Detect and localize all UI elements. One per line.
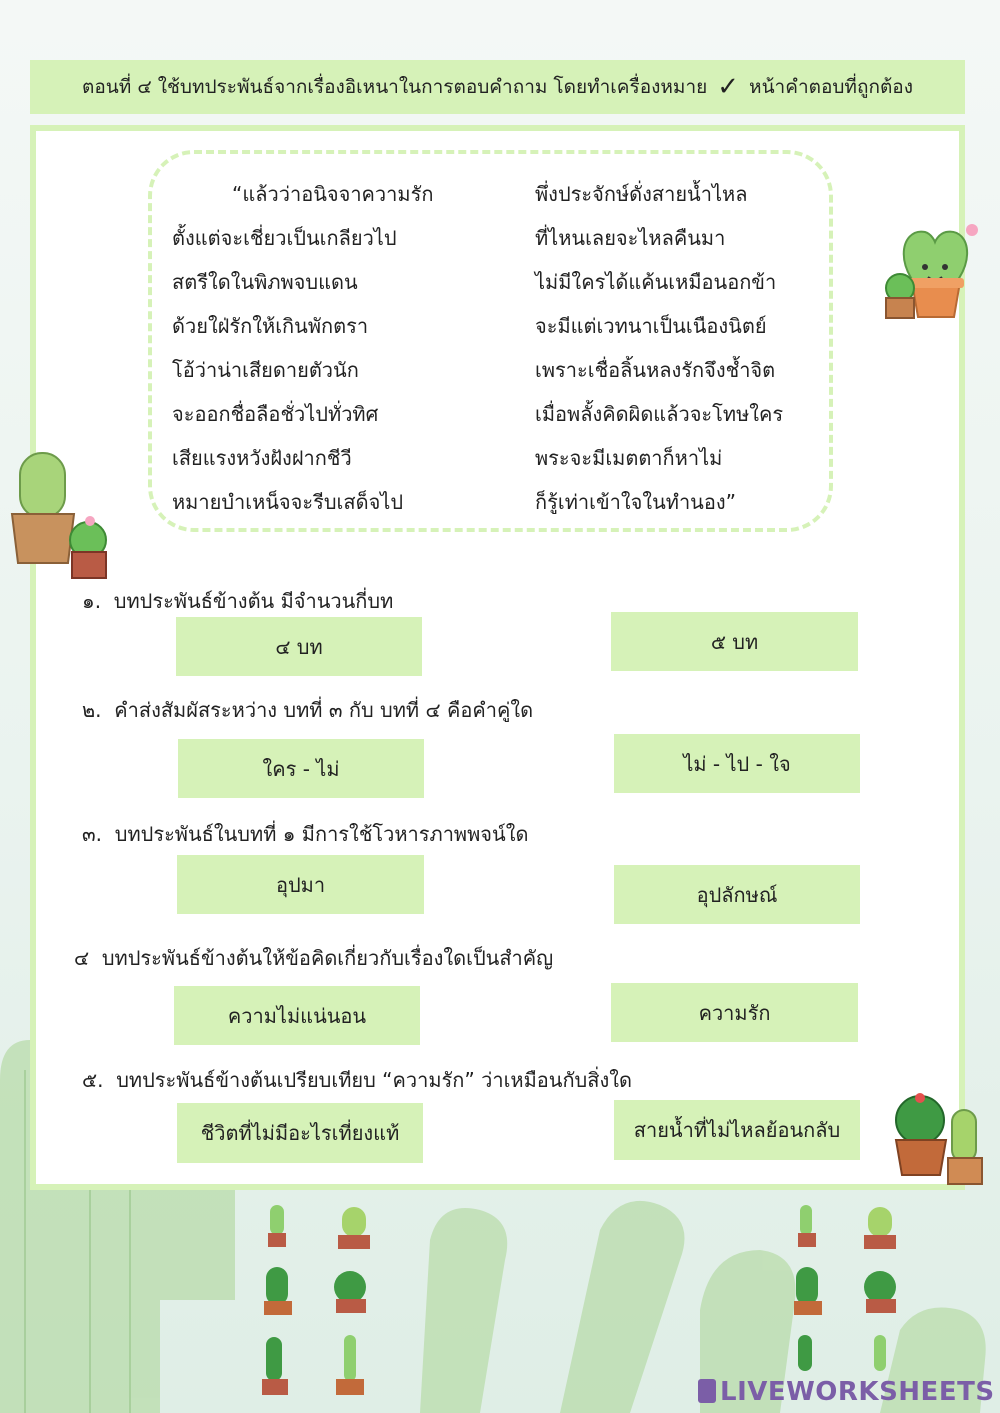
poem-line: พระจะมีเมตตาก็หาไม่ — [535, 446, 723, 470]
answer-option-3a[interactable]: อุปมา — [177, 855, 424, 914]
poem-line: เพราะเชื่อลิ้นหลงรักจึงช้ำจิต — [535, 358, 776, 382]
answer-option-4b[interactable]: ความรัก — [611, 983, 858, 1042]
instruction-text-end: หน้าคำตอบที่ถูกต้อง — [749, 76, 913, 98]
answer-option-2b[interactable]: ไม่ - ไป - ใจ — [614, 734, 860, 793]
poem-line: “แล้วว่าอนิจจาความรัก — [232, 182, 434, 206]
poem-line: จะออกชื่อลือชั่วไปทั่วทิศ — [172, 402, 379, 426]
question-text: คำส่งสัมผัสระหว่าง บทที่ ๓ กับ บทที่ ๔ คือคำคู่ใด — [114, 698, 534, 722]
brand-text: LIVEWORKSHEETS — [720, 1377, 995, 1407]
poem-line: ไม่มีใครได้แค้นเหมือนอกข้า — [535, 270, 777, 294]
question-text: บทประพันธ์ข้างต้นเปรียบเทียบ “ความรัก” ว่าเหมือนกับสิ่งใด — [116, 1068, 632, 1092]
poem-line: โอ้ว่าน่าเสียดายตัวนัก — [172, 358, 359, 382]
instruction-text: ตอนที่ ๔ ใช้บทประพันธ์จากเรื่องอิเหนาในการตอบคำถาม โดยทำเครื่องหมาย — [82, 76, 708, 98]
poem-line: ตั้งแต่จะเชี่ยวเป็นเกลียวไป — [172, 226, 397, 250]
answer-option-5b[interactable]: สายน้ำที่ไม่ไหลย้อนกลับ — [614, 1100, 860, 1160]
liveworksheets-logo — [698, 1377, 995, 1407]
question-3 — [82, 818, 528, 850]
question-number: ๒. — [82, 698, 102, 722]
answer-option-4a[interactable]: ความไม่แน่นอน — [174, 986, 420, 1045]
poem-line: หมายบำเหน็จจะรีบเสด็จไป — [172, 490, 404, 514]
cactus-pot-icon — [10, 448, 110, 583]
answer-option-2a[interactable]: ใคร - ไม่ — [178, 739, 424, 798]
poem-line: พึ่งประจักษ์ดั่งสายน้ำไหล — [535, 182, 748, 206]
poem-line: เสียแรงหวังฝังฝากชีวี — [172, 446, 352, 470]
instruction-header — [30, 60, 965, 114]
answer-option-1a[interactable]: ๔ บท — [176, 617, 422, 676]
check-icon: ✓ — [717, 72, 740, 102]
question-text: บทประพันธ์ในบทที่ ๑ มีการใช้โวหารภาพพจน์ใด — [114, 822, 529, 846]
question-1 — [82, 585, 393, 617]
question-text: บทประพันธ์ข้างต้นให้ข้อคิดเกี่ยวกับเรื่องใดเป็นสำคัญ — [101, 946, 554, 970]
question-number: ๓. — [82, 822, 103, 846]
poem-line: ก็รู้เท่าเข้าใจในทำนอง” — [535, 490, 736, 514]
cactus-pot-icon — [790, 1195, 910, 1375]
question-number: ๕. — [82, 1068, 104, 1092]
cactus-pot-icon — [880, 268, 920, 322]
cactus-pot-icon — [258, 1195, 398, 1405]
answer-option-5a[interactable]: ชีวิตที่ไม่มีอะไรเที่ยงแท้ — [177, 1103, 423, 1163]
answer-option-1b[interactable]: ๕ บท — [611, 612, 858, 671]
poem-line: จะมีแต่เวทนาเป็นเนืองนิตย์ — [535, 314, 767, 338]
question-number: ๑. — [82, 589, 102, 613]
question-number: ๔ — [74, 946, 90, 970]
poem-line: ที่ไหนเลยจะไหลคืนมา — [535, 226, 726, 250]
question-4 — [74, 942, 553, 974]
answer-option-3b[interactable]: อุปลักษณ์ — [614, 865, 860, 924]
question-5 — [82, 1064, 632, 1096]
cactus-pot-icon — [890, 1090, 990, 1190]
question-text: บทประพันธ์ข้างต้น มีจำนวนกี่บท — [113, 589, 394, 613]
logo-mark-icon — [698, 1379, 716, 1403]
question-2 — [82, 694, 533, 726]
poem-line: เมื่อพลั้งคิดผิดแล้วจะโทษใคร — [535, 402, 784, 426]
poem-line: สตรีใดในพิภพจบแดน — [172, 270, 358, 294]
poem-line: ด้วยใฝ่รักให้เกินพักตรา — [172, 314, 369, 338]
